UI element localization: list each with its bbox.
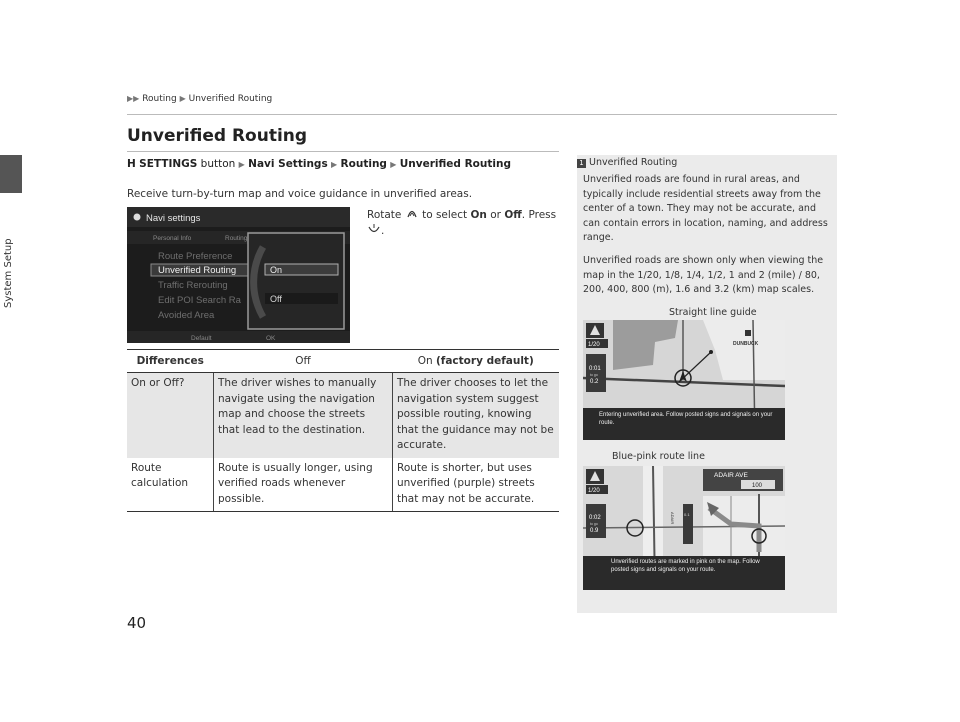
table-row-label: Route calculation [127,458,214,512]
map1-message: Entering unverified area. Follow posted signs and signals on your route. [599,412,773,426]
note-paragraph-1: Unverified roads are found in rural areas, and typically include residential streets away from the center of a town. They may not be accurate, and can contain errors in location, naming, and address range. [583,174,828,243]
screen-tab-personal-info[interactable]: Personal Info [153,235,192,242]
map1-to-go: to go [590,373,598,377]
map2-time: 0:02 [589,515,601,521]
page-number: 40 [127,614,147,632]
breadcrumb [127,94,272,104]
caption-straight-line-guide: Straight line guide [669,307,757,318]
note-number-icon: 1 [577,159,586,168]
map2-message: Unverified routes are marked in pink on the map. Follow posted signs and signals on your route. [611,559,760,573]
screen-tab-routing[interactable]: Routing [225,235,248,242]
screen-ok-button[interactable]: OK [266,335,276,342]
map1-scale: 1/20 [588,342,600,348]
page-title: Unverified Routing [127,126,308,146]
screen-item-edit-poi[interactable]: Edit POI Search Ra [158,295,241,306]
section-side-label: System Setup [3,238,14,308]
screen-item-avoided-area[interactable]: Avoided Area [158,310,215,321]
table-header-on: On (factory default) [393,350,560,373]
table-cell-off: The driver wishes to manually navigate using the navigation map and choose the streets that lead to the destination. [214,373,393,458]
differences-table [127,349,559,512]
screen-default-button[interactable]: Default [191,335,212,342]
breadcrumb-arrow-icon: ▶ [179,94,186,103]
table-row [127,458,559,512]
screen-header: Navi settings [146,213,201,224]
menu-path [127,158,511,170]
table-row [127,373,559,458]
map1-distance: 0.2 [590,379,599,385]
path-routing: Routing [340,158,387,170]
table-row-label: On or Off? [127,373,214,458]
popup-option-off[interactable]: Off [270,294,282,304]
option-off-word: Off [504,209,522,221]
popup-option-on[interactable]: On [270,265,283,275]
table-cell-off: Route is usually longer, using verified roads whenever possible. [214,458,393,512]
path-unverified-routing: Unverified Routing [399,158,511,170]
table-header-differences: Differences [127,350,214,373]
breadcrumb-arrow-icon: ▶▶ [127,94,140,103]
note-heading: 1 Unverified Routing [577,157,677,168]
path-arrow-icon: ▶ [238,160,245,169]
title-divider [127,151,559,152]
screen-item-traffic-rerouting[interactable]: Traffic Rerouting [158,280,228,291]
map2-street-banner: ADAIR AVE [714,472,748,479]
screen-item-unverified-routing[interactable]: Unverified Routing [158,265,237,276]
map2-scale: 1/20 [588,488,600,494]
settings-gear-icon [134,214,141,221]
path-navi-settings: Navi Settings [248,158,328,170]
path-arrow-icon: ▶ [331,160,338,169]
intro-text: Receive turn-by-turn map and voice guidance in unverified areas. [127,188,473,200]
path-settings: SETTINGS [139,158,198,170]
table-cell-on: The driver chooses to let the navigation system suggest possible routing, knowing that the guidance may not be accurate. [393,373,560,458]
interface-dial-rotate-icon [405,208,419,219]
path-button-word: button [200,158,236,170]
map2-distance: 0.9 [590,528,599,534]
option-on-word: On [470,209,487,221]
note-paragraph-2: Unverified roads are shown only when viewing the map in the 1/20, 1/8, 1/4, 1/2, 1 and 2 (mile) / 80, 200, 400, 800 (m), 1.6 and 3.2 (km) map scales. [583,255,824,295]
map2-to-go: to go [590,522,598,526]
breadcrumb-item-unverified-routing[interactable]: Unverified Routing [188,94,273,104]
table-cell-on: Route is shorter, but uses unverified (purple) streets that may not be accurate. [393,458,560,512]
breadcrumb-item-routing[interactable]: Routing [142,94,177,104]
caption-blue-pink-route-line: Blue-pink route line [612,451,705,462]
path-arrow-icon: ▶ [390,160,397,169]
map2-road-label: ADAIR [670,512,675,525]
map1-time: 0:01 [589,366,601,372]
home-icon: H [127,158,136,170]
interface-dial-press-icon [367,224,381,235]
navi-settings-screen [127,207,350,343]
map2-banner-distance: 100 [752,483,763,489]
table-header-off: Off [214,350,393,373]
instruction-text: Rotate to select On or Off. Press . [367,209,557,237]
header-divider [127,114,837,115]
map2-bar-label: 0.1 [684,512,690,517]
map-blue-pink-route [583,466,785,590]
screen-item-route-preference[interactable]: Route Preference [158,251,233,262]
map1-street-label: DUNBUCK [733,341,759,347]
map-straight-line-guide [583,320,785,440]
section-tab-marker [0,155,22,193]
